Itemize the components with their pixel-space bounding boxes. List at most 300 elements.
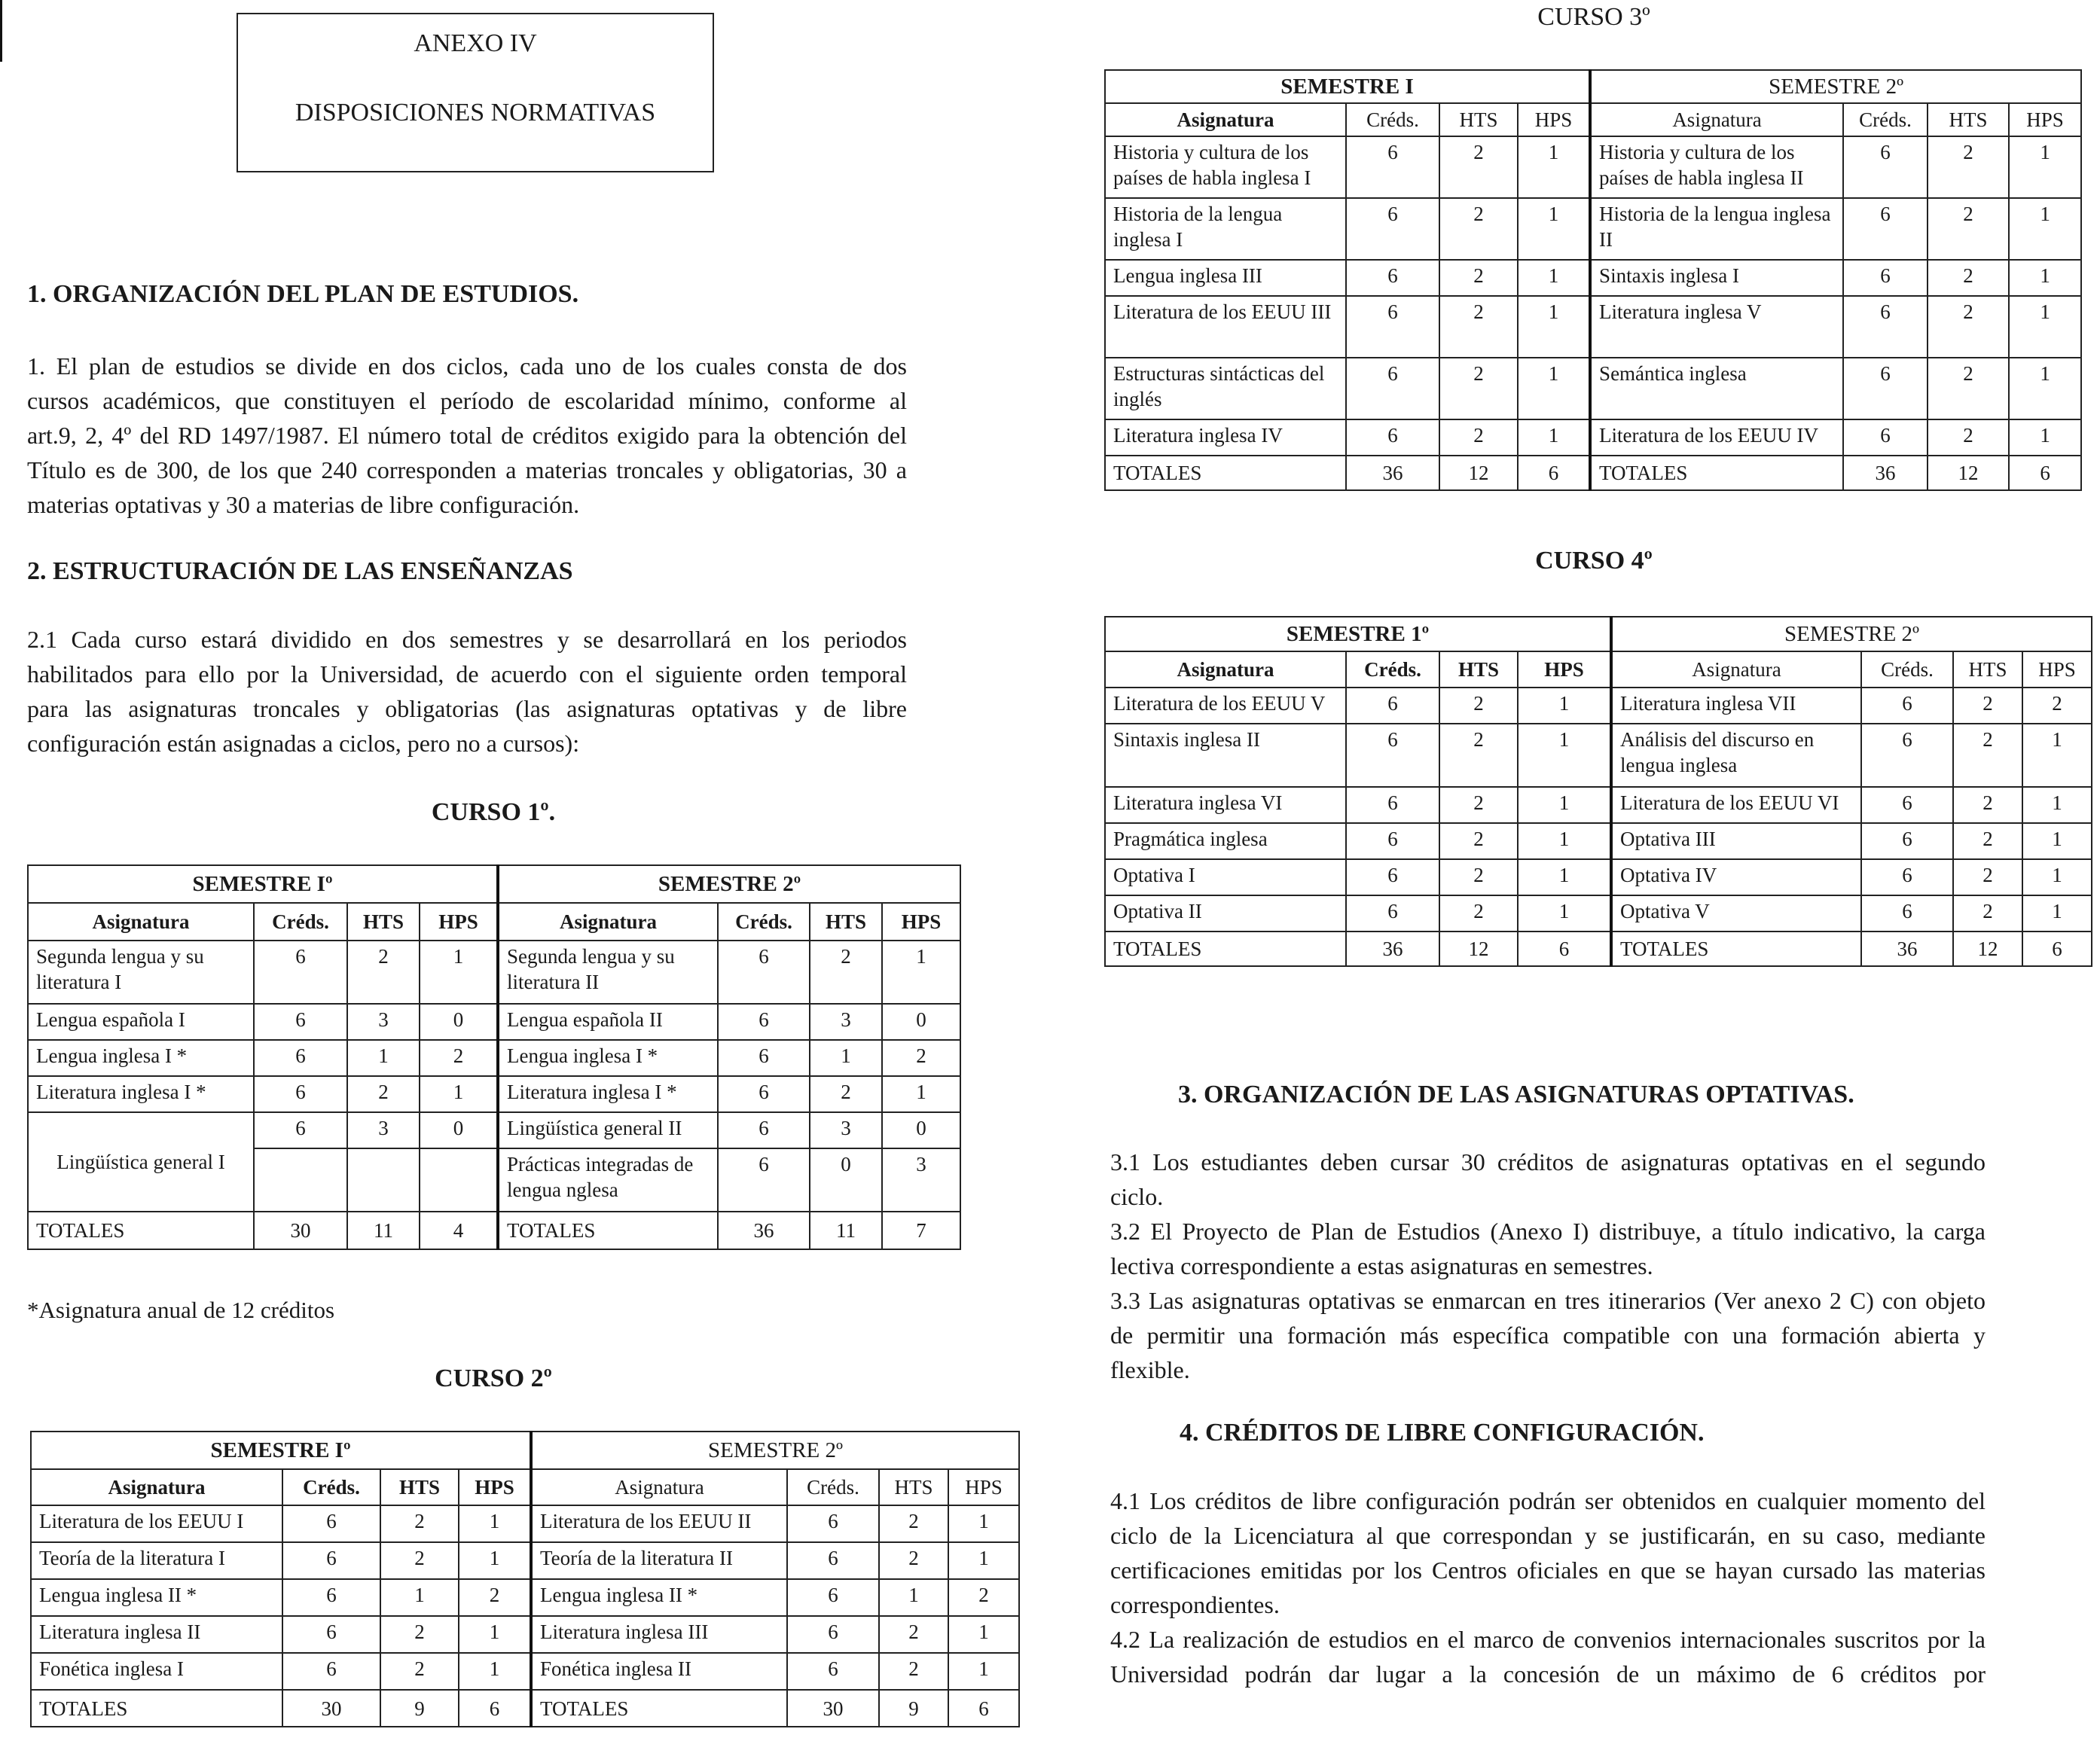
section-3-line: ciclo. [1110,1183,1164,1210]
creds-cell: 6 [1346,296,1439,358]
subject-cell: Literatura inglesa VII [1611,688,1861,724]
hps-cell: 1 [2009,419,2081,456]
creds-cell: 6 [718,1076,810,1112]
subject-cell: Literatura de los EEUU V [1105,688,1346,724]
column-header-hps: HPS [948,1469,1019,1505]
column-header-hts: HTS [380,1469,459,1505]
total-hps: 6 [1518,456,1590,490]
column-header-asignatura: Asignatura [498,903,718,941]
creds-cell: 6 [1861,895,1953,932]
column-header-asignatura: Asignatura [28,903,254,941]
subject-cell: Optativa I [1105,859,1346,895]
subject-cell: Lengua inglesa II * [531,1579,787,1616]
hts-cell: 1 [810,1040,882,1076]
hps-cell: 1 [2009,136,2081,198]
hps-cell: 1 [2009,296,2081,358]
table-row [28,941,960,1004]
column-header-creds: Créds. [282,1469,380,1505]
total-hts: 9 [879,1690,948,1727]
hts-cell: 2 [347,941,420,1004]
creds-cell: 6 [1861,787,1953,823]
hts-cell: 3 [347,1004,420,1040]
subject-cell: Estructuras sintácticas del inglés [1105,358,1346,419]
subject-cell: Lengua inglesa III [1105,260,1346,296]
total-hts: 12 [1928,456,2009,490]
hps-cell: 0 [420,1112,498,1148]
hps-cell: 2 [420,1040,498,1076]
table-row [1105,260,2081,296]
section-2-paragraph [27,622,907,761]
section-1-paragraph [27,349,907,522]
subject-cell: Historia y cultura de los países de habla inglesa II [1590,136,1843,198]
creds-cell: 6 [1346,136,1439,198]
totals-row [31,1690,1019,1727]
total-hts: 11 [810,1212,882,1249]
creds-cell: 6 [1346,260,1439,296]
table-row [1105,859,2092,895]
hps-cell: 1 [948,1542,1019,1579]
subject-cell: Literatura inglesa II [31,1616,282,1653]
empty-cell [254,1148,347,1212]
section-1-line: cursos académicos, que constituyen el período de escolaridad mínimo, conforme al [27,387,907,414]
hps-cell: 1 [459,1542,531,1579]
hps-cell: 0 [420,1004,498,1040]
column-header-hts: HTS [810,903,882,941]
column-header-creds: Créds. [1346,103,1439,136]
section-3-line: flexible. [1110,1356,1190,1383]
table-row [1105,198,2081,260]
total-creds: 36 [1861,932,1953,966]
column-header-creds: Créds. [1861,651,1953,688]
subject-cell: Literatura de los EEUU IV [1590,419,1843,456]
creds-cell: 6 [1346,787,1439,823]
hps-cell: 1 [2022,859,2092,895]
hts-cell: 2 [1439,260,1518,296]
section-3-paragraph [1110,1145,1986,1387]
curso-1-table [27,864,961,1250]
hps-cell: 2 [882,1040,960,1076]
creds-cell: 6 [787,1653,879,1690]
column-header-hps: HPS [1518,651,1611,688]
column-header-hts: HTS [1439,103,1518,136]
hts-cell: 2 [1928,358,2009,419]
annex-title: ANEXO IV [414,29,537,57]
column-header-creds: Créds. [1346,651,1439,688]
curso-3-semester-1-header: SEMESTRE I [1105,70,1590,103]
column-header-hts: HTS [879,1469,948,1505]
subject-cell: Literatura de los EEUU I [31,1505,282,1542]
hts-cell: 2 [1439,136,1518,198]
creds-cell: 6 [1843,198,1928,260]
subject-cell: Lengua inglesa I * [28,1040,254,1076]
curso-3-table [1104,69,2082,491]
hts-cell: 2 [347,1076,420,1112]
creds-cell: 6 [254,1112,347,1148]
total-creds: 36 [1346,932,1439,966]
curso-2-semester-2-header: SEMESTRE 2º [531,1432,1019,1469]
annex-title-box [237,13,714,172]
hts-cell: 2 [380,1542,459,1579]
section-2-line: configuración están asignadas a ciclos, pero no a cursos): [27,730,580,757]
creds-cell: 6 [254,1004,347,1040]
table-row [31,1579,1019,1616]
creds-cell: 6 [1843,358,1928,419]
column-header-hps: HPS [2009,103,2081,136]
curso-1-title: CURSO 1º. [431,798,556,826]
section-3-line: de permitir una formación más específica compatible con una formación abierta y [1110,1322,1986,1349]
table-row [28,1112,960,1148]
section-4-line: 4.1 Los créditos de libre configuración podrán ser obtenidos en cualquier momento del [1110,1487,1986,1514]
hts-cell: 2 [1928,419,2009,456]
subject-cell: Optativa V [1611,895,1861,932]
creds-cell: 6 [1346,895,1439,932]
creds-cell: 6 [1843,136,1928,198]
section-1-line: materias optativas y 30 a materias de libre configuración. [27,491,580,518]
hts-cell: 2 [1439,688,1518,724]
total-creds: 36 [1843,456,1928,490]
hps-cell: 1 [1518,823,1611,859]
totals-label: TOTALES [1590,456,1843,490]
hts-cell: 1 [347,1040,420,1076]
section-4-paragraph [1110,1483,1986,1691]
total-hts: 9 [380,1690,459,1727]
totals-label: TOTALES [1105,456,1346,490]
hps-cell: 1 [420,1076,498,1112]
subject-cell: Literatura inglesa III [531,1616,787,1653]
hps-cell: 1 [459,1653,531,1690]
subject-cell: Sintaxis inglesa II [1105,724,1346,787]
subject-cell: Lingüística general I [28,1112,254,1212]
column-header-asignatura: Asignatura [1590,103,1843,136]
hts-cell: 2 [380,1653,459,1690]
annex-subtitle: DISPOSICIONES NORMATIVAS [295,99,656,127]
column-header-creds: Créds. [1843,103,1928,136]
hts-cell: 2 [879,1542,948,1579]
hps-cell: 1 [2022,823,2092,859]
subject-cell: Literatura inglesa IV [1105,419,1346,456]
hts-cell: 2 [380,1505,459,1542]
table-row [28,1004,960,1040]
hts-cell: 2 [1439,859,1518,895]
creds-cell: 6 [787,1542,879,1579]
creds-cell: 6 [1346,198,1439,260]
column-header-hts: HTS [347,903,420,941]
section-3-heading: 3. ORGANIZACIÓN DE LAS ASIGNATURAS OPTATIVAS. [1178,1081,1854,1108]
curso-2-title: CURSO 2º [435,1364,552,1392]
subject-cell: Sintaxis inglesa I [1590,260,1843,296]
curso-4-semester-1-header: SEMESTRE 1º [1105,617,1611,651]
section-4-line: ciclo de la Licenciatura al que correspondan y se justificarán, en su caso, mediante [1110,1522,1986,1549]
subject-cell: Prácticas integradas de lengua nglesa [498,1148,718,1212]
column-header-asignatura: Asignatura [531,1469,787,1505]
hts-cell: 2 [1928,136,2009,198]
creds-cell: 6 [282,1579,380,1616]
hts-cell: 0 [810,1148,882,1212]
column-header-asignatura: Asignatura [31,1469,282,1505]
subject-cell: Literatura de los EEUU VI [1611,787,1861,823]
table-row [31,1653,1019,1690]
totals-label: TOTALES [1611,932,1861,966]
hts-cell: 2 [1953,895,2022,932]
table-row [1105,136,2081,198]
total-hts: 12 [1439,456,1518,490]
creds-cell: 6 [718,1004,810,1040]
totals-label: TOTALES [498,1212,718,1249]
empty-cell [347,1148,420,1212]
table-row [1105,895,2092,932]
hps-cell: 1 [2022,895,2092,932]
creds-cell: 6 [787,1616,879,1653]
hps-cell: 1 [2009,198,2081,260]
creds-cell: 6 [1346,358,1439,419]
column-header-hts: HTS [1928,103,2009,136]
section-4-line: Universidad podrán dar lugar a la concesión de un máximo de 6 créditos por [1110,1660,1986,1688]
hps-cell: 1 [1518,688,1611,724]
column-header-hps: HPS [2022,651,2092,688]
column-header-hts: HTS [1439,651,1518,688]
hts-cell: 3 [347,1112,420,1148]
total-hps: 4 [420,1212,498,1249]
subject-cell: Literatura inglesa VI [1105,787,1346,823]
table-row [31,1616,1019,1653]
creds-cell: 6 [254,1040,347,1076]
total-hps: 6 [459,1690,531,1727]
hts-cell: 2 [810,1076,882,1112]
table-row [1105,419,2081,456]
total-hts: 12 [1953,932,2022,966]
curso-4-table [1104,616,2092,967]
hps-cell: 1 [1518,260,1590,296]
hts-cell: 2 [1928,260,2009,296]
total-hps: 7 [882,1212,960,1249]
creds-cell: 6 [1861,859,1953,895]
creds-cell: 6 [282,1505,380,1542]
subject-cell: Lingüística general II [498,1112,718,1148]
hps-cell: 1 [420,941,498,1004]
creds-cell: 6 [718,941,810,1004]
section-2-line: 2.1 Cada curso estará dividido en dos semestres y se desarrollará en los periodos [27,626,907,653]
hps-cell: 1 [2009,260,2081,296]
creds-cell: 6 [282,1542,380,1579]
totals-row [1105,932,2092,966]
hts-cell: 2 [1439,358,1518,419]
hts-cell: 2 [1953,724,2022,787]
subject-cell: Teoría de la literatura II [531,1542,787,1579]
curso-1-semester-1-header: SEMESTRE Iº [28,865,498,903]
hts-cell: 2 [1928,198,2009,260]
column-header-asignatura: Asignatura [1611,651,1861,688]
total-hps: 6 [948,1690,1019,1727]
hts-cell: 2 [380,1616,459,1653]
hps-cell: 2 [948,1579,1019,1616]
creds-cell: 6 [718,1148,810,1212]
creds-cell: 6 [254,1076,347,1112]
hts-cell: 2 [1928,296,2009,358]
total-creds: 36 [1346,456,1439,490]
hts-cell: 2 [879,1616,948,1653]
totals-label: TOTALES [28,1212,254,1249]
hps-cell: 1 [459,1505,531,1542]
hts-cell: 2 [1439,823,1518,859]
subject-cell: Optativa III [1611,823,1861,859]
hts-cell: 3 [810,1004,882,1040]
column-header-hts: HTS [1953,651,2022,688]
subject-cell: Historia y cultura de los países de habla inglesa I [1105,136,1346,198]
creds-cell: 6 [1843,419,1928,456]
totals-label: TOTALES [31,1690,282,1727]
column-header-hps: HPS [420,903,498,941]
creds-cell: 6 [787,1505,879,1542]
section-2-heading: 2. ESTRUCTURACIÓN DE LAS ENSEÑANZAS [27,557,573,585]
table-row [1105,724,2092,787]
curso-2-table [30,1431,1020,1727]
section-4-heading: 4. CRÉDITOS DE LIBRE CONFIGURACIÓN. [1180,1419,1705,1447]
table-row [1105,296,2081,358]
hps-cell: 2 [459,1579,531,1616]
column-header-hps: HPS [459,1469,531,1505]
subject-cell: Historia de la lengua inglesa II [1590,198,1843,260]
column-header-creds: Créds. [787,1469,879,1505]
column-header-creds: Créds. [718,903,810,941]
hps-cell: 0 [882,1112,960,1148]
table-row [31,1542,1019,1579]
total-creds: 30 [282,1690,380,1727]
hts-cell: 2 [879,1505,948,1542]
total-hts: 12 [1439,932,1518,966]
subject-cell: Teoría de la literatura I [31,1542,282,1579]
section-1-line: art.9, 2, 4º del RD 1497/1987. El número total de créditos exigido para la obtención del [27,422,907,449]
section-4-line: correspondientes. [1110,1591,1280,1618]
section-2-line: habilitados para ello por la Universidad, de acuerdo con el siguiente orden temporal [27,660,907,688]
curso-3-title: CURSO 3º [1537,3,1650,31]
creds-cell: 6 [1843,260,1928,296]
section-1-heading: 1. ORGANIZACIÓN DEL PLAN DE ESTUDIOS. [27,280,579,308]
subject-cell: Pragmática inglesa [1105,823,1346,859]
creds-cell: 6 [1346,688,1439,724]
subject-cell: Segunda lengua y su literatura II [498,941,718,1004]
total-hps: 6 [1518,932,1611,966]
creds-cell: 6 [718,1112,810,1148]
column-header-hps: HPS [1518,103,1590,136]
subject-cell: Lengua inglesa I * [498,1040,718,1076]
hps-cell: 1 [882,941,960,1004]
hps-cell: 1 [882,1076,960,1112]
section-1-line: Título es de 300, de los que 240 corresponden a materias troncales y obligatorias, 30 a [27,456,907,483]
table-row [28,1076,960,1112]
section-4-line: certificaciones emitidas por los Centros oficiales en que se hayan cursado las materias [1110,1557,1986,1584]
curso-4-title: CURSO 4º [1535,547,1653,575]
subject-cell: Semántica inglesa [1590,358,1843,419]
section-3-line: 3.2 El Proyecto de Plan de Estudios (Anexo I) distribuye, a título indicativo, la carga [1110,1218,1986,1245]
hts-cell: 2 [1953,688,2022,724]
hps-cell: 1 [1518,419,1590,456]
subject-cell: Segunda lengua y su literatura I [28,941,254,1004]
hps-cell: 2 [2022,688,2092,724]
subject-cell: Fonética inglesa II [531,1653,787,1690]
hts-cell: 2 [1953,859,2022,895]
subject-cell: Lengua española I [28,1004,254,1040]
subject-cell: Literatura de los EEUU II [531,1505,787,1542]
curso-1-footnote: *Asignatura anual de 12 créditos [27,1297,335,1323]
hts-cell: 2 [1439,419,1518,456]
hts-cell: 2 [1439,895,1518,932]
section-3-line: lectiva correspondiente a estas asignaturas en semestres. [1110,1252,1653,1279]
totals-row [28,1212,960,1249]
total-hps: 6 [2009,456,2081,490]
creds-cell: 6 [1346,724,1439,787]
hts-cell: 2 [879,1653,948,1690]
subject-cell: Historia de la lengua inglesa I [1105,198,1346,260]
hts-cell: 2 [1439,787,1518,823]
curso-1-semester-2-header: SEMESTRE 2º [498,865,960,903]
hps-cell: 1 [2022,724,2092,787]
section-2-line: para las asignaturas troncales y obligatorias (las asignaturas optativas y de libre [27,695,907,722]
creds-cell: 6 [1861,724,1953,787]
hps-cell: 1 [1518,895,1611,932]
total-creds: 36 [718,1212,810,1249]
column-header-hps: HPS [882,903,960,941]
creds-cell: 6 [1346,823,1439,859]
table-row [31,1505,1019,1542]
creds-cell: 6 [282,1616,380,1653]
hts-cell: 3 [810,1112,882,1148]
curso-2-semester-1-header: SEMESTRE Iº [31,1432,531,1469]
hps-cell: 1 [948,1505,1019,1542]
subject-cell: Literatura de los EEUU III [1105,296,1346,358]
subject-cell: Fonética inglesa I [31,1653,282,1690]
subject-cell: Literatura inglesa I * [28,1076,254,1112]
hps-cell: 1 [948,1653,1019,1690]
table-row [1105,358,2081,419]
table-row [28,1040,960,1076]
column-header-asignatura: Asignatura [1105,103,1346,136]
subject-cell: Análisis del discurso en lengua inglesa [1611,724,1861,787]
table-row [1105,823,2092,859]
hps-cell: 1 [459,1616,531,1653]
hts-cell: 2 [810,941,882,1004]
creds-cell: 6 [718,1040,810,1076]
section-3-line: 3.1 Los estudiantes deben cursar 30 créditos de asignaturas optativas en el segundo [1110,1148,1986,1175]
table-row [1105,688,2092,724]
section-4-line: 4.2 La realización de estudios en el marco de convenios internacionales suscritos por la [1110,1626,1986,1653]
subject-cell: Lengua española II [498,1004,718,1040]
hps-cell: 1 [948,1616,1019,1653]
totals-row [1105,456,2081,490]
hps-cell: 0 [882,1004,960,1040]
hts-cell: 2 [1439,296,1518,358]
subject-cell: Optativa IV [1611,859,1861,895]
subject-cell: Optativa II [1105,895,1346,932]
total-hps: 6 [2022,932,2092,966]
creds-cell: 6 [787,1579,879,1616]
curso-4-semester-2-header: SEMESTRE 2º [1611,617,2092,651]
hps-cell: 3 [882,1148,960,1212]
hts-cell: 2 [1953,787,2022,823]
section-3-line: 3.3 Las asignaturas optativas se enmarcan en tres itinerarios (Ver anexo 2 C) con objeto [1110,1287,1986,1314]
creds-cell: 6 [254,941,347,1004]
total-hts: 11 [347,1212,420,1249]
hps-cell: 1 [1518,198,1590,260]
subject-cell: Literatura inglesa I * [498,1076,718,1112]
column-header-creds: Créds. [254,903,347,941]
totals-label: TOTALES [1105,932,1346,966]
hps-cell: 1 [1518,296,1590,358]
subject-cell: Lengua inglesa II * [31,1579,282,1616]
hts-cell: 2 [1439,724,1518,787]
hps-cell: 1 [1518,787,1611,823]
creds-cell: 6 [1346,859,1439,895]
creds-cell: 6 [1843,296,1928,358]
